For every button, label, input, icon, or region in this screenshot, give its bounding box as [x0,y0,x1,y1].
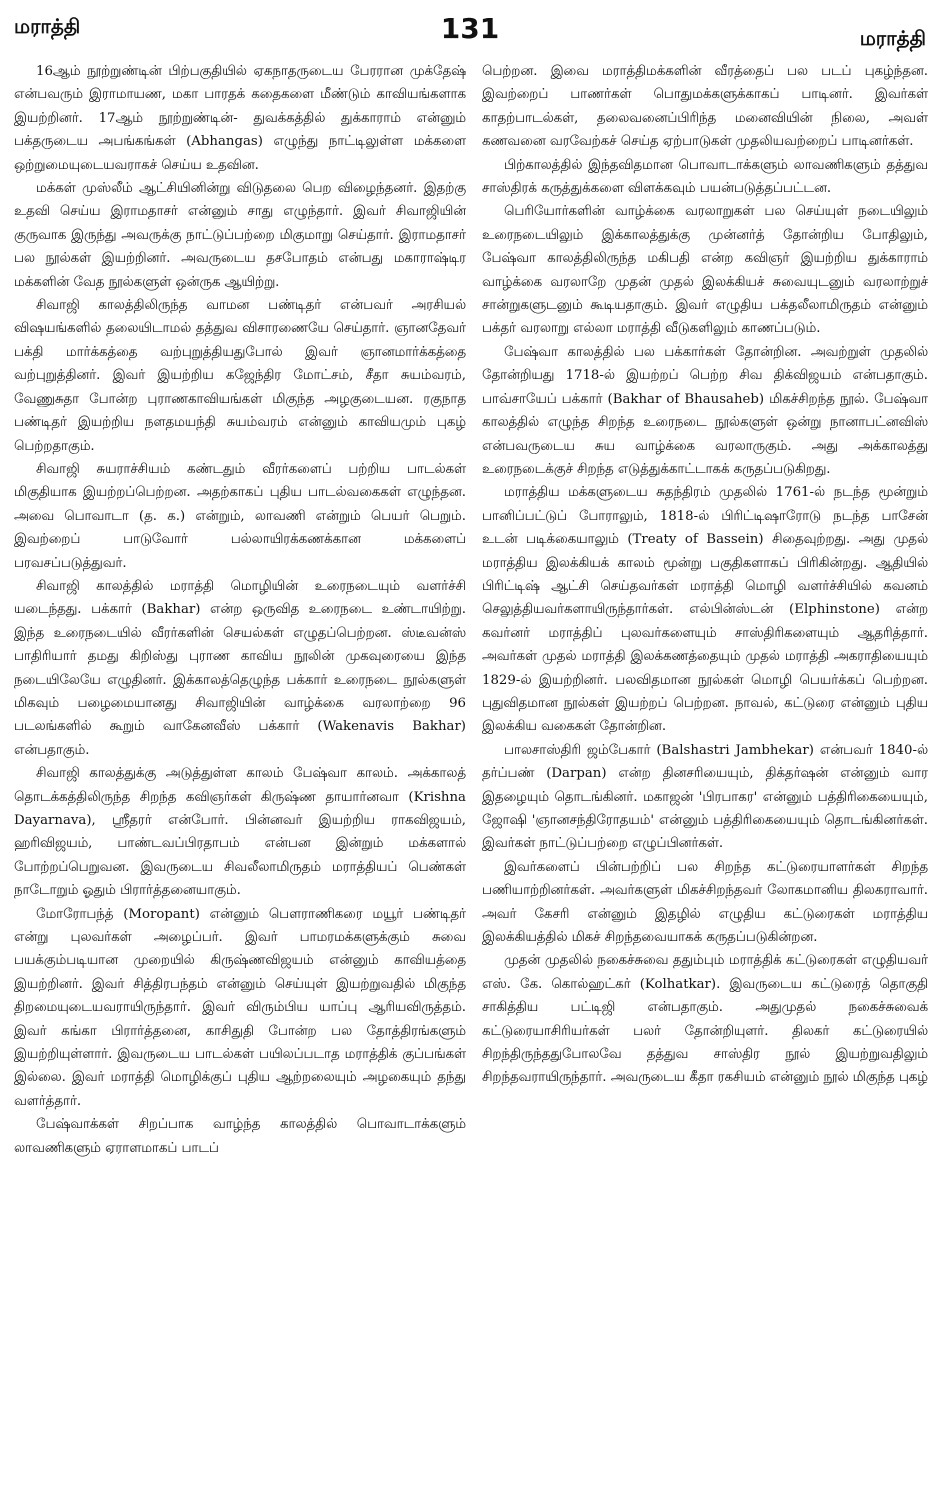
paragraph-continuation: பெற்றன. இவை மராத்திமக்களின் வீரத்தைப் பல படப் புகழ்ந்தன. இவற்றைப் பாணர்கள் பொதுமக்களுக்காகப் பாடினர். இவர்கள் காதற்பாடல்கள், தலைவனைப்பிரிந்த மனைவியின் நிலை, அவள் கணவனை வரவேற்கச் செய்த ஏற்பாடுகள் முதலியவற்றைப் பாடினர்கள். [482,64,928,150]
paragraph: மராத்திய மக்களுடைய சுதந்திரம் முதலில் 1761-ல் நடந்த மூன்றும் பானிப்பட்டுப் போராலும், 1818-ல் பிரிட்டிஷாரோடு நடந்த பாசேன் உடன் படிக்கையாலும் (Treaty of Bassein) சிதைவுற்றது. அது முதல் மராத்திய இலக்கியக் காலம் மூன்று பகுதிகளாகப் பிரிகின்றது. ஆதியில் பிரிட்டிஷ் ஆட்சி செய்தவர்கள் மராத்தி மொழி வளர்ச்சியில் கவனம் செலுத்தியவர்களாயிருந்தார்கள். எல்பின்ஸ்டன் (Elphinstone) என்ற கவர்னர் மராத்திப் புலவர்களையும் சாஸ்திரிகளையும் ஆதரித்தார். அவர்கள் முதல் மராத்தி இலக்கணத்தையும் முதல் மராத்தி அகராதியையும் 1829-ல் இயற்றினர். பலவிதமான நூல்கள் மொழி பெயர்க்கப் பெற்றன. புதுவிதமான நூல்கள் இயற்றப் பெற்றன. நாவல், கட்டுரை என்னும் புதிய இலக்கிய வகைகள் தோன்றின. [482,485,928,735]
paragraph: முதன் முதலில் நகைச்சுவை ததும்பும் மராத்திக் கட்டுரைகள் எழுதியவர் எஸ். கே. கொல்ஹட்கர் (Kolhatkar). இவருடைய கட்டுரைத் தொகுதி சாகித்திய பட்டிஜி என்பதாகும். அதுமுதல் நகைச்சுவைக் கட்டுரையாசிரியர்கள் பலர் தோன்றியுளர். திலகர் கட்டுரையில் சிறந்திருந்ததுபோலவே தத்துவ சாஸ்திர நூல் இயற்றுவதிலும் சிறந்தவராயிருந்தார். அவருடைய கீதா ரகசியம் என்னும் நூல் மிகுந்த புகழ் [482,953,928,1086]
running-head-left: மராத்தி [14,14,81,38]
running-head-right: மராத்தி [859,26,926,50]
paragraph: இவர்களைப் பின்பற்றிப் பல சிறந்த கட்டுரையாளர்கள் சிறந்த பணியாற்றினர்கள். அவர்களுள் மிகச்சிறந்தவர் லோகமானிய திலகராவார். அவர் கேசரி என்னும் இதழில் எழுதிய கட்டுரைகள் மராத்திய இலக்கியத்தில் மிகச் சிறந்தவையாகக் கருதப்படுகின்றன. [482,859,928,946]
paragraph: மோரோபந்த் (Moropant) என்னும் பௌராணிகரை மயூர் பண்டிதர் என்று புலவர்கள் அழைப்பர். இவர் பாமரமக்களுக்கும் சுவை பயக்கும்படியான முறையில் கிருஷ்ணவிஜயம் என்னும் காவியத்தை இயற்றினர். இவர் சித்திரபந்தம் என்னும் செய்யுள் இயற்றுவதில் மிகுந்த திறமையுடையவராயிருந்தார். இவர் விரும்பிய யாப்பு ஆரியவிருத்தம். இவர் கங்கா பிரார்த்தனை, காசிதுதி போன்ற பல தோத்திரங்களும் இயற்றியுள்ளார். இவருடைய பாடல்கள் பயிலப்படாத மராத்திக் குப்பங்கள் இல்லை. இவர் மராத்தி மொழிக்குப் புதிய ஆற்றலையும் அழகையும் தந்து வளர்த்தார். [14,906,466,1109]
paragraph: சிவாஜி காலத்தில் மராத்தி மொழியின் உரைநடையும் வளர்ச்சி யடைந்தது. பக்கார் (Bakhar) என்ற ஒருவித உரைநடை உண்டாயிற்று. இந்த உரைநடையில் வீரர்களின் செயல்கள் எழுதப்பெற்றன. ஸ்டீவன்ஸ் பாதிரியார் தமது கிறிஸ்து புராண காவிய நூலின் முகவுரையை இந்த நடையிலேயே எழுதினர். இக்காலத்தெழுந்த பக்கார் உரைநடை நூல்களுள் மிகவும் பழைமையானது சிவாஜியின் வாழ்க்கை வரலாற்றை 96 படலங்களில் கூறும் வாகேனவீஸ் பக்கார் (Wakenavis Bakhar) என்பதாகும். [14,578,466,758]
paragraph: சிவாஜி சுயராச்சியம் கண்டதும் வீரர்களைப் பற்றிய பாடல்கள் மிகுதியாக இயற்றப்பெற்றன. அதற்காகப் புதிய பாடல்வகைகள் எழுந்தன. அவை பொவாடா (த. க.) என்றும், லாவணி என்றும் பெயர் பெறும். இவற்றைப் பாடுவோர் பல்லாயிரக்கணக்கான மக்களைப் பரவசப்படுத்துவர். [14,461,466,571]
page-header [14,12,926,52]
paragraph: பேஷ்வா காலத்தில் பல பக்கார்கள் தோன்றின. அவற்றுள் முதலில் தோன்றியது 1718-ல் இயற்றப் பெற்ற சிவ திக்விஜயம் என்பதாகும். பாவ்சாயேப் பக்கார் (Bakhar of Bhausaheb) மிகச்சிறந்த நூல். பேஷ்வா காலத்தில் எழுந்த சிறந்த உரைநடை நூல்களுள் ஒன்று நானாபட்னவிஸ் என்பவருடைய சுய வாழ்க்கை வரலாருகும். அது அக்காலத்து உரைநடைக்குச் சிறந்த எடுத்துக்காட்டாகக் கருதப்படுகிறது. [482,344,928,477]
paragraph: பேஷ்வாக்கள் சிறப்பாக வாழ்ந்த காலத்தில் பொவாடாக்களும் லாவணிகளும் ஏராளமாகப் பாடப் [14,1117,466,1156]
right-column [482,60,928,1480]
paragraph: சிவாஜி காலத்திலிருந்த வாமன பண்டிதர் என்பவர் அரசியல் விஷயங்களில் தலையிடாமல் தத்துவ விசாரணையே செய்தார். ஞானதேவர் பக்தி மார்க்கத்தை வற்புறுத்தியதுபோல் இவர் ஞானமார்க்கத்தை வற்புறுத்தினர். இவர் இயற்றிய கஜேந்திர மோட்சம், சீதா சுயம்வரம், வேணுசுதா போன்ற புராணகாவியங்கள் மிகுந்த அழகுடையன. ரகுநாத பண்டிதர் இயற்றிய நளதமயந்தி சுயம்வரம் என்னும் காவியமும் புகழ் பெற்றதாகும். [14,298,466,454]
page-number: 131 [440,12,500,45]
paragraph: சிவாஜி காலத்துக்கு அடுத்துள்ள காலம் பேஷ்வா காலம். அக்காலத் தொடக்கத்திலிருந்த சிறந்த கவிஞர்கள் கிருஷ்ண தாயார்னவா (Krishna Dayarnava), ஸ்ரீதரர் என்போர். பின்னவர் இயற்றிய ராகவிஜயம், ஹரிவிஜயம், பாண்டவப்பிரதாபம் என்பன இன்றும் மக்களால் போற்றப்பெறுவன. இவருடைய சிவலீலாமிருதம் மராத்தியப் பெண்கள் நாடோறும் ஓதும் பிரார்த்தனையாகும். [14,766,466,899]
paragraph: பெரியோர்களின் வாழ்க்கை வரலாறுகள் பல செய்யுள் நடையிலும் உரைநடையிலும் இக்காலத்துக்கு முன்னர்த் தோன்றிய போதிலும், பேஷ்வா காலத்திலிருந்த மகிபதி என்ற கவிஞர் இயற்றிய துக்காராம் வாழ்க்கை வரலாறே முதன் முதல் இலக்கியச் சுவையுடனும் வரலாற்றுச் சான்றுகளுடனும் கூடியதாகும். இவர் எழுதிய பக்தலீலாமிருதம் என்னும் பக்தர் வரலாறு எல்லா மராத்தி வீடுகளிலும் காணப்படும். [482,204,928,337]
left-column [14,60,466,1480]
paragraph: மக்கள் முஸ்லீம் ஆட்சியினின்று விடுதலை பெற விழைந்தனர். இதற்கு உதவி செய்ய இராமதாசர் என்னும் சாது எழுந்தார். இவர் சிவாஜியின் குருவாக இருந்து அவருக்கு நாட்டுப்பற்றை மிகுமாறு செய்தார். இராமதாசர் பல நூல்கள் இயற்றினர். அவருடைய தசபோதம் என்பது மகாராஷ்டிர மக்களின் வேத நூல்களுள் ஒன்ருக ஆயிற்று. [14,181,466,290]
paragraph: பிற்காலத்தில் இந்தவிதமான பொவாடாக்களும் லாவணிகளும் தத்துவ சாஸ்திரக் கருத்துக்களை விளக்கவும் பயன்படுத்தப்பட்டன. [482,157,928,197]
paragraph: 16ஆம் நூற்றுண்டின் பிற்பகுதியில் ஏகநாதருடைய பேரரான முக்தேஷ் என்பவரும் இராமாயண, மகா பாரதக் கதைகளை மீண்டும் காவியங்களாக இயற்றினர். 17ஆம் நூற்றுண்டின்- துவக்கத்தில் துக்காராம் என்னும் பக்தருடைய அபங்கங்கள் (Abhangas) எழுந்து நாட்டிலுள்ள மக்களை ஒற்றுமையுடையவராகச் செய்ய உதவின. [14,64,466,173]
paragraph: பாலசாஸ்திரி ஜம்பேகார் (Balshastri Jambhekar) என்பவர் 1840-ல் தர்ப்பண் (Darpan) என்ற தினசரியையும், திக்தர்ஷன் என்னும் வார இதழையும் தொடங்கினர். மகாஜன் 'பிரபாகர' என்னும் பத்திரிகையையும், ஜோஷி 'ஞானசந்திரோதயம்' என்னும் பத்திரிகையையும் தொடங்கினர்கள். இவர்கள் நாட்டுப்பற்றை எழுப்பினர்கள். [482,742,928,852]
